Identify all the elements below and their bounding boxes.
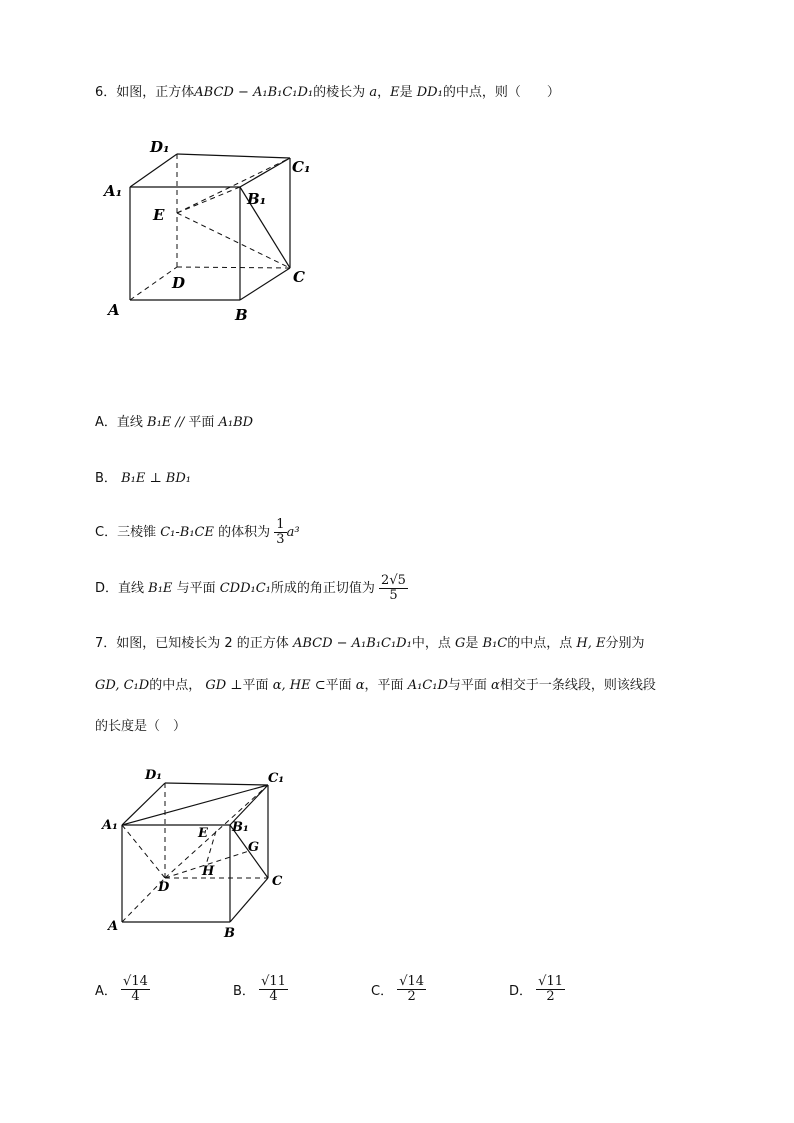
q6-option-c[interactable] — [95, 514, 300, 552]
q6-option-c-prefix: C．三棱锥 — [95, 525, 157, 540]
q6-option-d-fraction — [379, 574, 408, 603]
q6-label-b1: B₁ — [247, 190, 267, 208]
q7-line3: 的长度是（ ） — [95, 719, 187, 734]
q6-option-d-prefix: D．直线 — [95, 581, 145, 596]
q7-option-b-num: √11 — [261, 974, 286, 989]
q7-label-h: H — [202, 864, 215, 879]
q7-option-d[interactable] — [509, 975, 565, 1004]
q7-line1-he: H, E — [576, 636, 606, 651]
q7-label-c: C — [272, 874, 283, 889]
q6-option-c-num: 1 — [276, 517, 285, 532]
q6-option-d-plane: CDD₁C₁ — [219, 581, 271, 596]
q7-option-d-den: 2 — [546, 989, 555, 1004]
q7-option-c[interactable] — [371, 975, 426, 1004]
q6-option-a-mid: 平面 — [188, 415, 215, 430]
q7-option-b[interactable] — [233, 975, 288, 1004]
q7-line1-b1c: B₁C — [482, 636, 508, 651]
q6-stem-text-f: 的中点，则（ ） — [442, 85, 560, 100]
q6-stem — [95, 84, 560, 102]
q7-line2-d: ，平面 — [364, 678, 404, 693]
q7-option-a[interactable] — [95, 975, 150, 1004]
q6-option-d[interactable] — [95, 570, 408, 608]
q7-label-d1: D₁ — [145, 768, 162, 783]
q6-option-c-expr: C₁-B₁CE — [160, 525, 214, 540]
q6-stem-a-var: a — [369, 85, 378, 100]
q7-line2-perp: GD ⊥ — [205, 678, 243, 693]
q6-label-b: B — [235, 306, 248, 324]
q7-line2-f: 相交于一条线段，则该线段 — [499, 678, 656, 693]
q7-cube-figure — [100, 765, 300, 945]
q6-stem-e: E — [390, 85, 400, 100]
q7-stem-line3 — [95, 718, 186, 736]
q7-stem-line1 — [95, 635, 645, 653]
q7-option-a-fraction — [121, 975, 150, 1004]
q7-line2-alpha3: α — [491, 678, 500, 693]
q7-option-d-label: D． — [509, 984, 533, 999]
q6-stem-text-a: 6．如图，正方体 — [95, 85, 195, 100]
q6-label-d: D — [172, 274, 186, 292]
q7-option-c-label: C． — [371, 984, 394, 999]
q7-line1-e: 分别为 — [605, 636, 645, 651]
q6-option-d-mid: 与平面 — [176, 581, 216, 596]
q6-label-e: E — [153, 206, 165, 224]
q6-stem-dd1: DD₁ — [416, 85, 443, 100]
q7-option-b-fraction — [259, 975, 288, 1004]
q7-stem-line2 — [95, 677, 656, 695]
q7-label-a: A — [108, 919, 119, 934]
q7-label-b: B — [224, 926, 235, 941]
q7-option-a-num: √14 — [123, 974, 148, 989]
q7-line2-alpha: α, HE ⊂ — [272, 678, 326, 693]
q7-option-b-den: 4 — [269, 989, 278, 1004]
q7-line2-gd: GD, C₁D — [95, 678, 150, 693]
q7-line2-c: 平面 — [325, 678, 352, 693]
q6-option-b[interactable] — [95, 470, 191, 488]
q6-option-d-expr: B₁E — [148, 581, 173, 596]
q7-option-a-den: 4 — [131, 989, 140, 1004]
q6-stem-cube: ABCD − A₁B₁C₁D₁ — [194, 85, 314, 100]
q7-line1-d: 的中点，点 — [507, 636, 573, 651]
q7-label-g: G — [248, 840, 260, 855]
q7-line1-c: 是 — [465, 636, 479, 651]
q7-line2-plane: A₁C₁D — [407, 678, 448, 693]
q7-option-d-fraction — [536, 975, 565, 1004]
q6-stem-text-b: 的棱长为 — [313, 85, 366, 100]
q6-cube-figure — [100, 130, 330, 330]
q6-option-d-num: 2√5 — [381, 573, 406, 588]
q7-line2-alpha2: α — [355, 678, 365, 693]
q7-line2-b: 平面 — [242, 678, 269, 693]
q7-option-b-label: B． — [233, 984, 255, 999]
q7-option-c-num: √14 — [399, 974, 425, 989]
q6-option-a[interactable] — [95, 414, 253, 432]
q7-line1-cube: ABCD − A₁B₁C₁D₁ — [292, 636, 412, 651]
q6-stem-text-d: 是 — [399, 85, 413, 100]
q6-option-b-prefix: B． — [95, 471, 117, 486]
q6-label-d1: D₁ — [150, 138, 170, 156]
q6-label-a1: A₁ — [104, 182, 123, 200]
q7-option-a-label: A． — [95, 984, 117, 999]
q7-line2-e: 与平面 — [447, 678, 487, 693]
q6-stem-text-c: ， — [377, 85, 391, 100]
q7-line2-a: 的中点， — [149, 678, 202, 693]
q7-option-c-den: 2 — [407, 989, 416, 1004]
q6-label-c: C — [293, 268, 305, 286]
q6-option-d-den: 5 — [389, 588, 398, 603]
q6-option-a-expr: B₁E // — [147, 415, 189, 430]
q6-option-a-prefix: A．直线 — [95, 415, 143, 430]
q7-label-a1: A₁ — [102, 818, 118, 833]
q7-label-c1: C₁ — [268, 771, 285, 786]
q6-label-a: A — [108, 301, 120, 319]
q7-option-d-num: √11 — [538, 974, 563, 989]
q6-label-c1: C₁ — [292, 158, 311, 176]
q6-option-a-plane: A₁BD — [218, 415, 254, 430]
q7-line1-g: G — [454, 636, 466, 651]
q6-option-c-fraction — [274, 518, 286, 547]
q7-label-d: D — [158, 880, 170, 895]
q7-line1-a: 7．如图，已知棱长为 2 的正方体 — [95, 636, 289, 651]
q7-label-e: E — [198, 826, 208, 841]
q7-label-b1: B₁ — [232, 820, 249, 835]
q6-option-d-tail: 所成的角正切值为 — [270, 581, 375, 596]
q6-option-c-den: 3 — [276, 532, 285, 547]
q7-option-c-fraction — [397, 975, 426, 1004]
q6-option-c-tail: a³ — [286, 525, 300, 540]
q6-option-b-expr: B₁E ⊥ BD₁ — [121, 471, 191, 486]
q6-option-c-mid: 的体积为 — [218, 525, 271, 540]
q7-line1-b: 中，点 — [411, 636, 451, 651]
